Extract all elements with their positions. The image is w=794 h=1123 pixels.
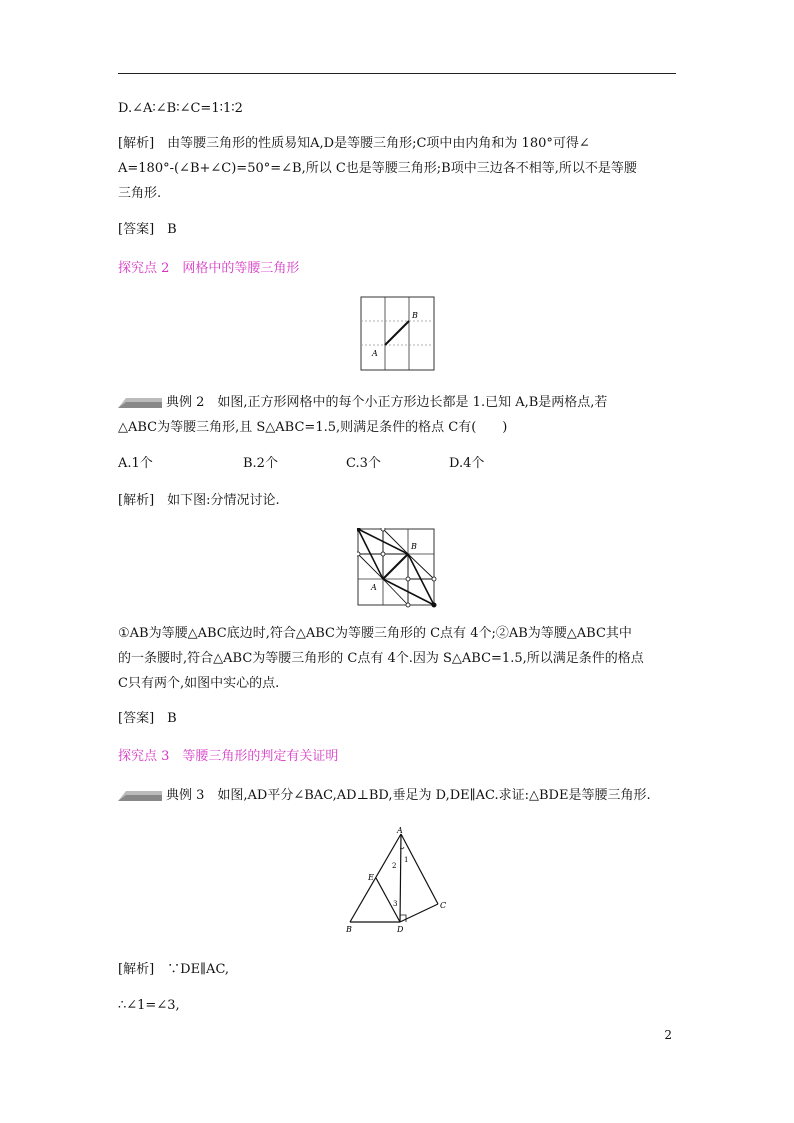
option-b: B.2个	[243, 456, 278, 471]
triangle-side	[383, 529, 408, 554]
segment-ab	[383, 554, 408, 579]
label-c: C	[440, 901, 447, 910]
answer-2: [答案] B	[118, 711, 177, 726]
triangle-side	[383, 579, 434, 605]
hollow-point	[381, 528, 385, 531]
proof-line-1: ∴∠1=∠3,	[118, 998, 180, 1013]
triangle-side	[408, 554, 434, 605]
solid-point	[357, 528, 361, 532]
angle-2-label: 2	[392, 862, 397, 870]
analysis-1-line-3: 三角形.	[118, 186, 162, 201]
example-2-line-2: △ABC为等腰三角形,且 S△ABC=1.5,则满足条件的格点 C有( )	[118, 420, 508, 435]
section-heading-2: 探究点 2 网格中的等腰三角形	[118, 261, 300, 276]
analysis-2-intro: [解析] 如下图:分情况讨论.	[118, 493, 280, 508]
example-3-line	[118, 787, 651, 805]
analysis-1-line-2: A=180°-(∠B+∠C)=50°=∠B,所以 C也是等腰三角形;B项中三边各不相等,所以不是等腰	[118, 161, 637, 176]
option-d: D.4个	[449, 456, 485, 471]
label-d: D	[397, 925, 404, 934]
solid-point	[432, 603, 437, 608]
hollow-point	[406, 577, 410, 581]
triangle-side	[383, 579, 408, 605]
header-rule	[118, 73, 676, 74]
hollow-point	[381, 552, 385, 556]
hollow-point	[406, 603, 410, 607]
angle-3-label: 3	[393, 900, 398, 908]
analysis-2-line-1: ①AB为等腰△ABC底边时,符合△ABC为等腰三角形的 C点有 4个;②AB为等腰△ABC其中	[118, 626, 632, 641]
hollow-point	[357, 552, 360, 556]
label-a: A	[372, 349, 378, 358]
example-2-line-1	[118, 394, 607, 412]
analysis-3-line-1: [解析] ∵DE∥AC,	[118, 962, 230, 977]
example-3-text: 典例 3 如图,AD平分∠BAC,AD⊥BD,垂足为 D,DE∥AC.求证:△BDE是等腰三角形.	[166, 788, 651, 803]
label-a: A	[371, 583, 377, 592]
triangle-side	[408, 554, 434, 579]
grid-figure-1	[360, 296, 436, 372]
option-c: C.3个	[346, 456, 381, 471]
page-number: 2	[664, 1028, 672, 1042]
triangle-figure-3	[340, 824, 452, 936]
hollow-point	[432, 577, 436, 581]
analysis-2-line-3: C只有两个,如图中实心的点.	[118, 676, 280, 691]
analysis-2-line-2: 的一条腰时,符合△ABC为等腰三角形的 C点有 4个.因为 S△ABC=1.5,所以满足条件的格点	[118, 651, 644, 666]
example-tag-icon	[118, 791, 162, 801]
angle-1-label: 1	[404, 856, 409, 864]
example-tag-icon	[118, 398, 162, 408]
segment-ad	[400, 834, 401, 922]
analysis-1-line-1: [解析] 由等腰三角形的性质易知A,D是等腰三角形;C项中由内角和为 180°可得∠	[118, 136, 590, 151]
label-b: B	[346, 925, 352, 934]
options-row	[118, 455, 678, 473]
side-ac	[401, 834, 438, 904]
label-b: B	[411, 542, 417, 551]
triangle-side	[358, 554, 383, 579]
label-b: B	[412, 311, 418, 320]
segment-ab	[385, 321, 409, 345]
section-heading-3: 探究点 3 等腰三角形的判定有关证明	[118, 749, 339, 764]
grid-figure-2	[357, 528, 437, 608]
option-a: A.1个	[118, 456, 153, 471]
answer-1: [答案] B	[118, 222, 177, 237]
label-e: E	[368, 873, 374, 882]
label-a: A	[397, 826, 403, 835]
option-d-text: D.∠A∶∠B∶∠C=1∶1∶2	[118, 101, 243, 116]
example-2-text-1: 典例 2 如图,正方形网格中的每个小正方形边长都是 1.已知 A,B是两格点,若	[166, 395, 608, 410]
